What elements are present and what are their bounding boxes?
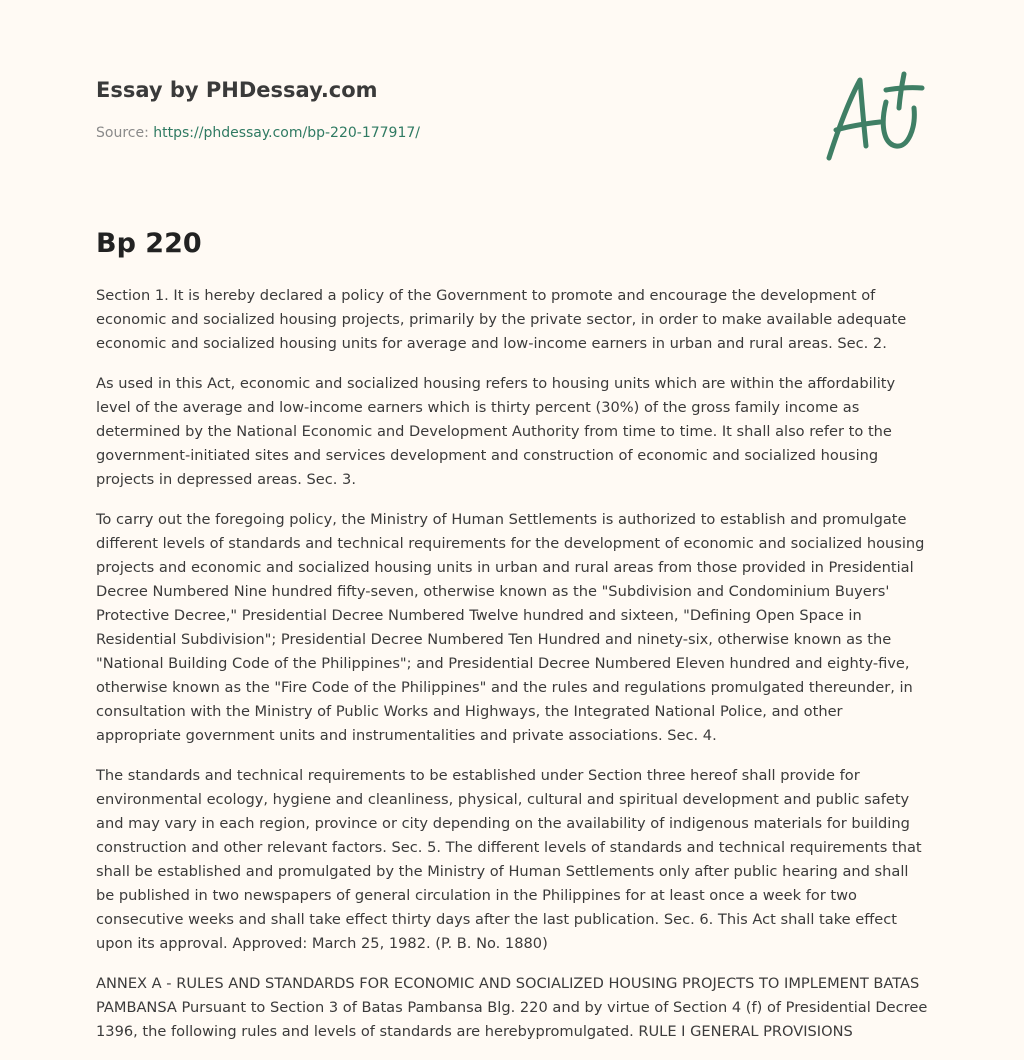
essay-paragraph: ANNEX A - RULES AND STANDARDS FOR ECONOMIC AND SOCIALIZED HOUSING PROJECTS TO IMPLEMENT BATAS PAMBANSA Pursuant to Section 3 of Batas Pambansa Blg. 220 and by virtue of Section 4 (f) of Presidential Decree 1396, the following rules and levels of standards are herebypromulgated. RULE I GENERAL PROVISIONS — [96, 975, 928, 1040]
page-header — [96, 76, 796, 142]
source-link[interactable]: https://phdessay.com/bp-220-177917/ — [153, 125, 420, 141]
essay-title: Bp 220 — [96, 228, 202, 259]
source-label: Source: — [96, 125, 154, 141]
source-line — [96, 124, 796, 142]
essay-paragraph: As used in this Act, economic and socialized housing refers to housing units which are within the affordability level of the average and low-income earners which is thirty percent (30%) of the gross family income as determined by the National Economic and Development Authority from time to time. It shall also refer to the government-initiated sites and services development and construction of economic and socialized housing projects in depressed areas. Sec. 3. — [96, 375, 896, 488]
essay-paragraph: Section 1. It is hereby declared a policy of the Government to promote and encourage the development of economic and socialized housing projects, primarily by the private sector, in order to make available adequate economic and socialized housing units for average and low-income earners in urban and rural areas. Sec. 2. — [96, 287, 907, 352]
essay-paragraph: The standards and technical requirements to be established under Section three hereof shall provide for environmental ecology, hygiene and cleanliness, physical, cultural and spiritual development and public safety and may vary in each region, province or city depending on the availability of indigenous materials for building construction and other relevant factors. Sec. 5. The different levels of standards and technical requirements that shall be established and promulgated by the Ministry of Human Settlements only after public hearing and shall be published in two newspapers of general circulation in the Philippines for at least once a week for two consecutive weeks and shall take effect thirty days after the last publication. Sec. 6. This Act shall take effect upon its approval. Approved: March 25, 1982. (P. B. No. 1880) — [96, 767, 922, 952]
essay-body — [96, 284, 928, 1060]
site-title: Essay by PHDessay.com — [96, 78, 378, 102]
essay-paragraph: To carry out the foregoing policy, the Ministry of Human Settlements is authorized to establish and promulgate different levels of standards and technical requirements for the development of economic and socialized housing projects and economic and socialized housing units in urban and rural areas from those provided in Presidential Decree Numbered Nine hundred fifty-seven, otherwise known as the "Subdivision and Condominium Buyers' Protective Decree," Presidential Decree Numbered Twelve hundred and sixteen, "Defining Open Space in Residential Subdivision"; Presidential Decree Numbered Ten Hundred and ninety-six, otherwise known as the "National Building Code of the Philippines"; and Presidential Decree Numbered Eleven hundred and eighty-five, otherwise known as the "Fire Code of the Philippines" and the rules and regulations promulgated thereunder, in consultation with the Ministry of Public Works and Highways, the Integrated National Police, and other appropriate government units and instrumentalities and private associations. Sec. 4. — [96, 511, 925, 744]
a-plus-logo-icon — [822, 68, 926, 164]
